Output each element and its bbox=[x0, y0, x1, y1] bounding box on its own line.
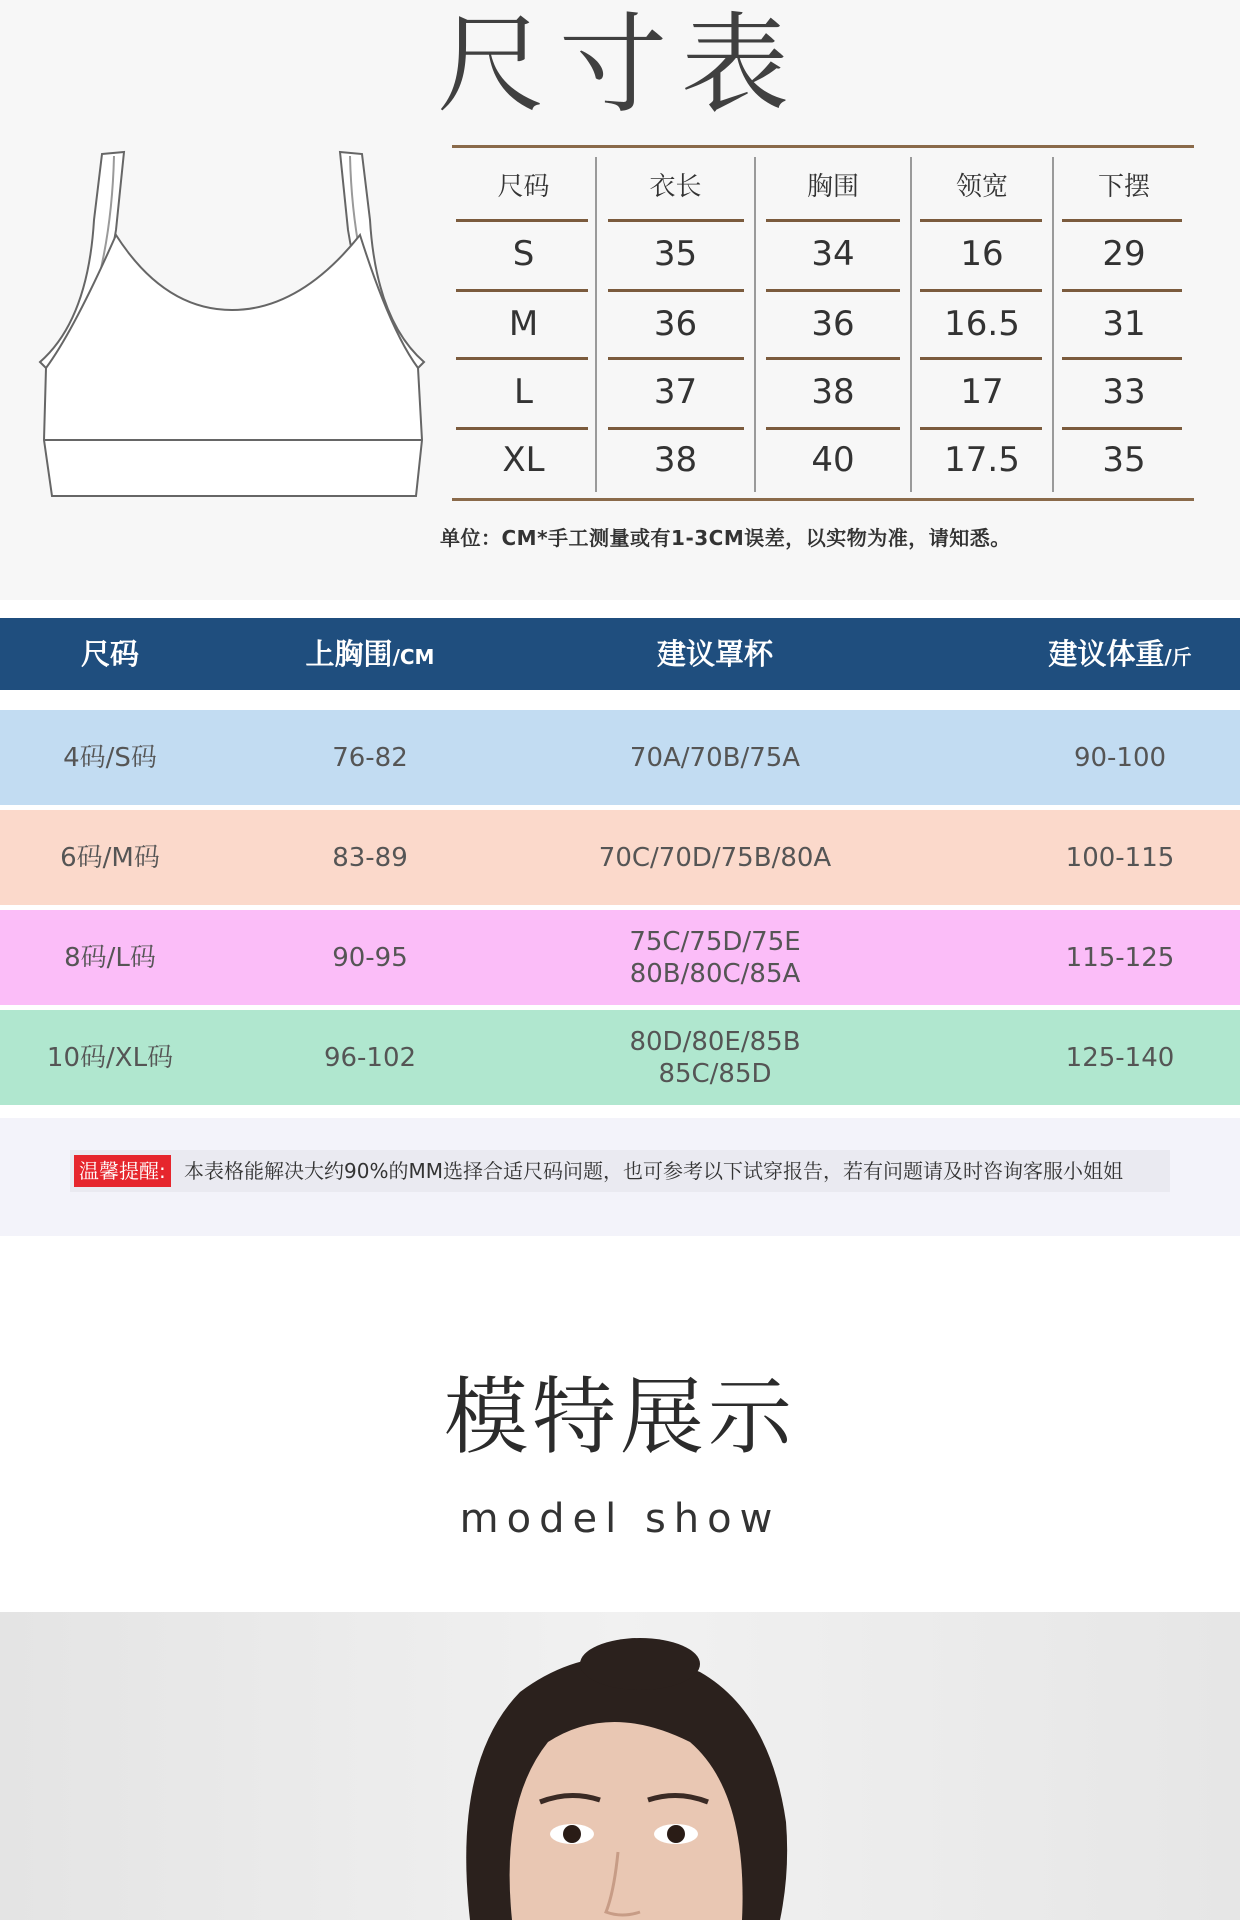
model-show-title: 模特展示 bbox=[443, 1368, 796, 1466]
cell-length: 35 bbox=[653, 234, 698, 274]
rec-cell-weight: 125-140 bbox=[1065, 1042, 1175, 1073]
cell-neck: 17 bbox=[960, 372, 1004, 412]
rec-cell-cup bbox=[560, 810, 870, 905]
rec-cell-weight: 100-115 bbox=[1065, 842, 1175, 873]
rec-cell-cup bbox=[560, 1010, 870, 1105]
tip-text: 本表格能解决大约90%的MM选择合适尺码问题，也可参考以下试穿报告，若有问题请及时咨询客服小姐姐 bbox=[184, 1159, 1123, 1183]
rec-cell-weight: 90-100 bbox=[1073, 742, 1167, 773]
cell-size-s: S bbox=[512, 234, 535, 274]
rec-cell-bust: 76-82 bbox=[332, 742, 408, 773]
cell-hem: 31 bbox=[1102, 304, 1146, 344]
table-top-rule bbox=[452, 145, 1194, 148]
model-photo bbox=[0, 1612, 1240, 1920]
rec-cell-size: 8码/L码 bbox=[64, 942, 156, 973]
tip-box bbox=[70, 1150, 1170, 1192]
model-portrait-image bbox=[0, 1612, 1240, 1920]
cell-hem: 35 bbox=[1102, 440, 1146, 480]
cell-size-l: L bbox=[514, 372, 533, 412]
rec-cell-cup bbox=[560, 710, 870, 805]
cup-line: 80B/80C/85A bbox=[629, 958, 801, 989]
unit-note: 单位：CM*手工测量或有1-3CM误差，以实物为准，请知悉。 bbox=[440, 526, 1011, 550]
header-neck: 领宽 bbox=[955, 172, 1008, 202]
cell-hem: 29 bbox=[1102, 234, 1146, 274]
rec-cell-bust: 83-89 bbox=[332, 842, 408, 873]
cell-bust: 40 bbox=[811, 440, 855, 480]
rec-cell-cup bbox=[560, 910, 870, 1005]
cell-neck: 16 bbox=[960, 234, 1004, 274]
recommendation-row bbox=[0, 910, 1240, 1005]
table-bottom-rule bbox=[452, 498, 1194, 501]
cell-bust: 34 bbox=[811, 234, 855, 274]
rec-cell-size: 6码/M码 bbox=[60, 842, 160, 873]
header-length: 衣长 bbox=[649, 172, 702, 202]
recommendation-row bbox=[0, 810, 1240, 905]
header-bust: 胸围 bbox=[806, 172, 859, 202]
cell-hem: 33 bbox=[1102, 372, 1146, 412]
size-chart-section bbox=[0, 0, 1240, 600]
cell-length: 36 bbox=[653, 304, 698, 344]
cell-neck: 17.5 bbox=[944, 440, 1020, 480]
cup-line: 80D/80E/85B bbox=[629, 1026, 801, 1057]
rec-cell-size: 4码/S码 bbox=[63, 742, 157, 773]
rec-cell-size: 10码/XL码 bbox=[46, 1042, 174, 1073]
tip-bar bbox=[0, 1118, 1240, 1236]
rec-header-bust: 上胸围/CM bbox=[305, 637, 435, 671]
rec-header-weight: 建议体重/斤 bbox=[1048, 637, 1192, 671]
rec-cell-bust: 90-95 bbox=[332, 942, 408, 973]
cup-line: 70A/70B/75A bbox=[629, 742, 801, 773]
rec-header-size: 尺码 bbox=[80, 637, 139, 671]
recommendation-row bbox=[0, 1010, 1240, 1105]
cup-line: 70C/70D/75B/80A bbox=[598, 842, 832, 873]
cell-bust: 36 bbox=[811, 304, 855, 344]
recommendation-header bbox=[0, 618, 1240, 690]
bra-sketch-illustration bbox=[30, 140, 430, 510]
cell-length: 38 bbox=[653, 440, 698, 480]
header-hem: 下摆 bbox=[1097, 172, 1150, 202]
model-show-subtitle: model show bbox=[459, 1496, 781, 1542]
cell-bust: 38 bbox=[811, 372, 855, 412]
header-size: 尺码 bbox=[497, 172, 550, 202]
recommendation-row bbox=[0, 710, 1240, 805]
cell-neck: 16.5 bbox=[944, 304, 1020, 344]
cup-line: 75C/75D/75E bbox=[629, 926, 801, 957]
rec-header-cup: 建议罩杯 bbox=[656, 637, 773, 671]
measurement-table bbox=[452, 145, 1194, 505]
tip-badge: 温馨提醒: bbox=[74, 1155, 171, 1187]
cup-line: 85C/85D bbox=[658, 1058, 772, 1089]
rec-cell-bust: 96-102 bbox=[323, 1042, 417, 1073]
cell-size-xl: XL bbox=[502, 440, 545, 480]
cell-length: 37 bbox=[653, 372, 698, 412]
size-chart-title: 尺寸表 bbox=[436, 3, 803, 128]
rec-cell-weight: 115-125 bbox=[1065, 942, 1175, 973]
cell-size-m: M bbox=[508, 304, 539, 344]
